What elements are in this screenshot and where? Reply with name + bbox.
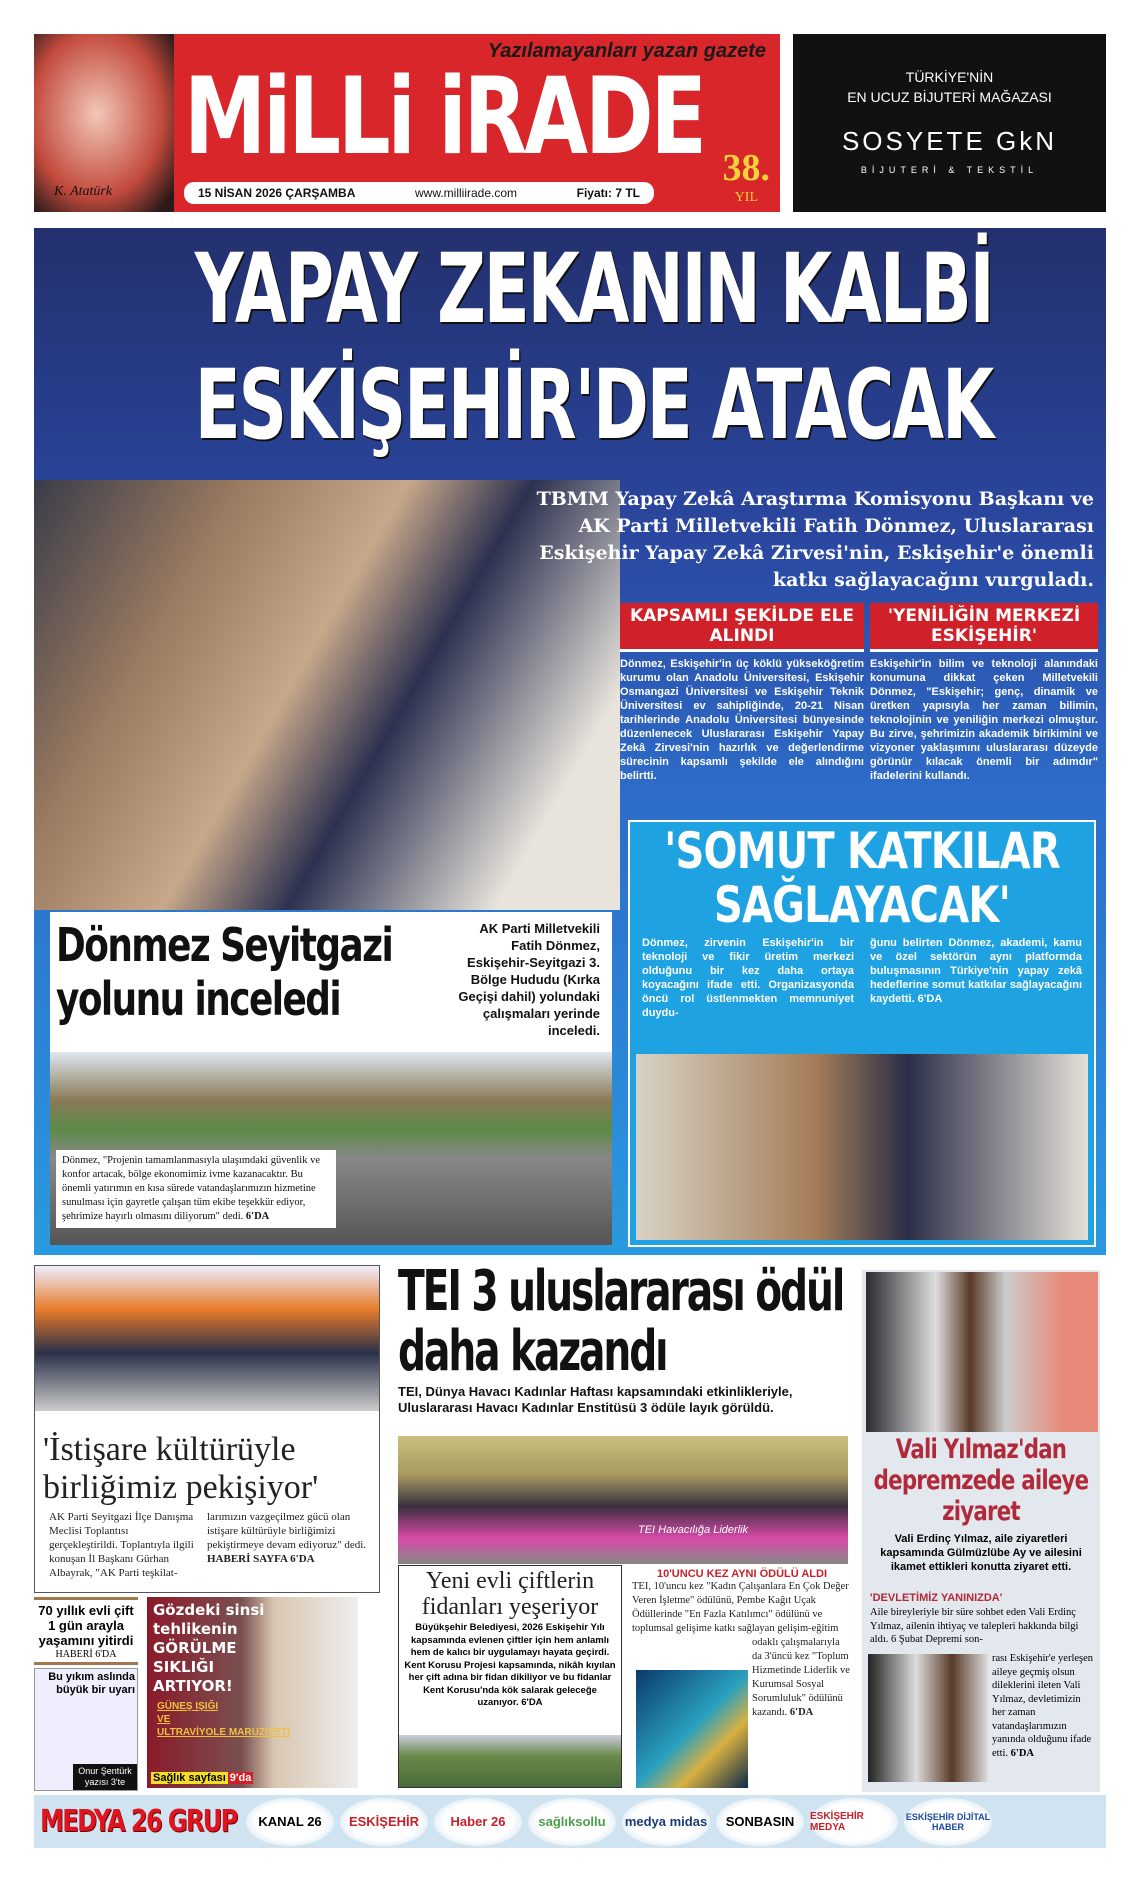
tei-side-text2 <box>752 1636 852 1720</box>
tei-subhead: TEI, Dünya Havacı Kadınlar Haftası kapsamındaki etkinlikleriyle, Uluslararası Havacı Kadınlar Enstitüsü 3 ödüle layık görüldü. <box>398 1384 793 1415</box>
somut-col2: ğunu belirten Dönmez, akademi, kamu ve özel sektörün aynı platformda buluşmasının Türkiye'nin yapay zekâ hedeflerine somut katkılar sağlayacağını kaydetti. 6'DA <box>870 937 1082 1005</box>
fidan-story <box>398 1565 622 1788</box>
box-yenilik-text: Eskişehir'in bilim ve teknoloji alanındaki konumuna dikkat çeken Milletvekili Dönmez, "Eskişehir; genç, dinamik ve üretken yapısıyla her zaman bilimin, teknolojinin ve yeniliğin merkezi olmuştur. Bu zirve, şehrimizin akademik birikimini ve vizyoner yaklaşımını uluslararası düzeyde görünür kılacak önemli bir adımdır" ifadelerini kullandı. <box>870 658 1098 782</box>
lead-photo <box>34 480 620 910</box>
health-page-ref <box>151 1772 253 1784</box>
health-label: Sağlık sayfası <box>153 1772 226 1784</box>
tei-side-title: 10'UNCU KEZ AYNI ÖDÜLÜ ALDI <box>656 1568 828 1580</box>
seyitgazi-quote <box>56 1150 336 1228</box>
ad-line1: TÜRKİYE'NİN <box>905 69 994 85</box>
anniversary: 38. <box>722 147 770 189</box>
lead-subhead: TBMM Yapay Zekâ Araştırma Komisyonu Başkanı ve AK Parti Milletvekili Fatih Dönmez, Uluslararası Eskişehir Yapay Zekâ Zirvesi'nin, Eskişehir'e önemli katkı sağlayacağını vurguladı. <box>536 488 1094 591</box>
vali-side-title: 'DEVLETİMİZ YANINIZDA' <box>870 1592 1003 1604</box>
seyitgazi-headline: Dönmez Seyitgazi yolunu inceledi <box>56 918 393 1026</box>
column-title: Bu yıkım aslında büyük bir uyarı <box>48 1671 135 1696</box>
price: Fiyatı: 7 TL <box>576 186 640 200</box>
gozdeki-sub1: GÜNEŞ IŞIĞI <box>157 1701 219 1712</box>
box-kapsamli <box>620 603 864 783</box>
seyitgazi-story <box>50 912 612 1245</box>
tei-banner: TEI Havacılığa Liderlik <box>638 1524 749 1536</box>
award-photo <box>636 1670 748 1788</box>
tei-photo <box>398 1436 848 1564</box>
health-ref: 9'da <box>229 1772 252 1784</box>
gozdeki-sub3: ULTRAVİYOLE MARUZİYETİ <box>157 1727 290 1738</box>
lead-story <box>34 228 1106 1255</box>
date-bar <box>184 182 654 204</box>
signature: K. Atatürk <box>54 184 113 199</box>
issue-date: 15 NİSAN 2026 ÇARŞAMBA <box>198 186 356 200</box>
tei-side <box>632 1568 852 1720</box>
somut-katkilar-box <box>628 820 1096 1247</box>
istisare-photo <box>35 1266 379 1411</box>
istisare-col2-text: larımızın vazgeçilmez gücü olan istişare kültürüyle birliğimizi pekiştirmeye devam ediyoruz" dedi. <box>207 1511 367 1551</box>
ad-line2: EN UCUZ BİJUTERİ MAĞAZASI <box>847 89 1052 105</box>
tei-side-text2-body: odaklı çalışmalarıyla da 3'üncü kez "Toplum Hizmetinde Liderlik ve Kurumsal Sosyal Sorumluluk" ödülünü kazandı. <box>752 1637 850 1718</box>
lead-headline-1: YAPAY ZEKANIN KALBİ <box>194 233 993 345</box>
seyitgazi-quote-text: Dönmez, "Projenin tamamlanmasıyla ulaşımdaki güvenlik ve konfor artacak, bölge ekonomimiz ivme kazanacaktır. Bu önemli yatırımın en kısa sürede vatandaşlarımızın hizmetine sunulması için gayretle çalışan tüm ekibe teşekkür ediyor, şehrimize hayırlı olmasını diliyorum" dedi. <box>62 1155 320 1222</box>
tei-ref: 6'DA <box>789 1707 814 1718</box>
yetmis-story <box>34 1597 138 1791</box>
tei-headline: TEI 3 uluslararası ödül daha kazandı <box>398 1259 844 1384</box>
gozdeki-sub <box>147 1700 358 1739</box>
ad-sosyete-gkn[interactable] <box>793 34 1106 212</box>
ad-brand: SOSYETE GkN <box>841 126 1058 156</box>
yetmis-ref: HABERİ 6'DA <box>34 1648 138 1665</box>
vali-photo <box>866 1272 1098 1432</box>
author-name: Onur Şentürk <box>78 1766 132 1776</box>
seyitgazi-ref: 6'DA <box>245 1211 270 1222</box>
vali-text1: Aile bireyleriyle bir süre sohbet eden Vali Erdinç Yılmaz, ailenin ihtiyaç ve talepleri hakkında bilgi aldı. 6 Şubat Depremi son- <box>870 1607 1079 1645</box>
logo-eskisehir[interactable]: ESKİŞEHİR <box>340 1798 428 1846</box>
seyitgazi-intro: AK Parti Milletvekili Fatih Dönmez, Eskişehir-Seyitgazi 3. Bölge Hududu (Kırka Geçişi dahil) yolundaki çalışmaları yerinde inceledi. <box>458 921 600 1038</box>
media-group-footer <box>34 1795 1106 1848</box>
gozdeki-ad[interactable] <box>147 1597 358 1788</box>
istisare-story <box>34 1265 380 1593</box>
istisare-col2 <box>207 1510 367 1566</box>
logo-eskisehir-dijital[interactable]: ESKİŞEHİR DİJİTAL HABER <box>904 1798 992 1846</box>
somut-col1: Dönmez, zirvenin Eskişehir'in bir teknoloji ve fikir üretim merkezi olduğunu bir kez daha ortaya koyacağını ifade etti. Organizasyonda öncü rol üstlenmekten memnuniyet duydu- <box>642 937 854 1019</box>
website-link[interactable]: www.milliirade.com <box>415 186 518 200</box>
fidan-text: Büyükşehir Belediyesi, 2026 Eskişehir Yılı kapsamında evlenen çiftler için hem anlamlı hem de kalıcı bir uygulamayı hayata geçirdi. Kent Korusu Projesi kapsamında, nikâh kıyılan her çift adına bir fidan dikiliyor ve bu fidanlar Kent Korusu'nda kök salarak geleceğe uzanıyor. 6'DA <box>404 1622 616 1708</box>
somut-title: 'SOMUT KATKILAR SAĞLAYACAK' <box>664 822 1060 934</box>
slogan: Yazılamayanları yazan gazete <box>487 40 766 62</box>
istisare-col1: AK Parti Seyitgazi İlçe Danışma Meclisi Toplantısı gerçekleştirildi. Toplantıyla ilgili konuşan İl Başkanı Gürhan Albayrak, "AK Parti teşkilat- <box>49 1511 194 1579</box>
newspaper-title: MiLLi iRADE <box>184 55 704 178</box>
logo-eskisehir-medya[interactable]: ESKİŞEHİR MEDYA <box>810 1798 898 1846</box>
box-kapsamli-text: Dönmez, Eskişehir'in üç köklü yükseköğretim kurumu olan Anadolu Üniversitesi, Eskişehir Osmangazi Üniversitesi ve Eskişehir Teknik Üniversitesi ev sahipliğinde, 20-21 Nisan tarihlerinde Anadolu Üniversitesi bünyesinde düzenlenecek Uluslararası Eskişehir Yapay Zekâ Zirvesi'nin hazırlık ve değerlendirme sürecinin kapsamlı şekilde ele alındığını belirtti. <box>620 658 864 782</box>
box-yenilik-title: 'YENİLİĞİN MERKEZİ ESKİŞEHİR' <box>870 603 1098 652</box>
vali-photo-2 <box>868 1654 988 1782</box>
gozdeki-sub2: VE <box>157 1714 171 1725</box>
anniversary-unit: YIL <box>734 190 758 205</box>
vali-text2-body: rası Eskişehir'e yerleşen aileye geçmiş olsun dileklerini ileten Vali Yılmaz, devletimizin her zaman vatandaşlarımızın yanında olduğunu ifade etti. <box>992 1653 1094 1759</box>
box-kapsamli-title: KAPSAMLI ŞEKİLDE ELE ALINDI <box>620 603 864 652</box>
logo-kanal26[interactable]: KANAL 26 <box>246 1798 334 1846</box>
author-ref: yazısı 3'te <box>84 1777 126 1787</box>
vali-subhead: Vali Erdinç Yılmaz, aile ziyaretleri kapsamında Gülmüzlübe Ay ve ailesini ikamet ettikleri konutta ziyaret etti. <box>880 1533 1082 1573</box>
istisare-ref: HABERİ SAYFA 6'DA <box>207 1553 315 1565</box>
fidan-headline: Yeni evli çiftlerin fidanları yeşeriyor <box>421 1568 599 1620</box>
meeting-photo <box>636 1054 1088 1240</box>
vali-headline: Vali Yılmaz'dan depremzede aileye ziyaret <box>873 1434 1089 1527</box>
column-author <box>73 1764 137 1790</box>
lead-headline-2: ESKİŞEHİR'DE ATACAK <box>194 349 993 461</box>
logo-sonbasin[interactable]: SONBASIN <box>716 1798 804 1846</box>
vali-ref: 6'DA <box>1010 1747 1035 1759</box>
gozdeki-headline: Gözdeki sinsi tehlikenin GÖRÜLME SIKLIĞI ARTIYOR! <box>153 1601 265 1695</box>
logo-saglik-sollu[interactable]: sağlıksollu <box>528 1798 616 1846</box>
tei-side-text: TEI, 10'uncu kez "Kadın Çalışanlara En Çok Değer Veren İşletme" ödülünü, Pembe Kağıt Uçak Ödüllerinde "En Fazla Katılımcı" ödülünü ve toplumsal gelişime katkı sağlayan gelişim-eğitim <box>632 1581 849 1634</box>
ad-tagline: BİJUTERİ & TEKSTİL <box>860 165 1039 175</box>
column-box <box>34 1668 138 1791</box>
logo-medya-midas[interactable]: medya midas <box>622 1798 710 1846</box>
fidan-photo <box>399 1735 621 1787</box>
istisare-headline: 'İstişare kültürüyle birliğimiz pekişiyor' <box>43 1431 319 1506</box>
group-logo: MEDYA 26 GRUP <box>40 1804 237 1839</box>
box-yenilik <box>870 603 1098 783</box>
masthead <box>34 34 780 212</box>
vali-text2 <box>992 1652 1096 1760</box>
somut-text <box>630 932 1094 1024</box>
logo-haber26[interactable]: Haber 26 <box>434 1798 522 1846</box>
vali-story <box>862 1270 1100 1792</box>
yetmis-headline: 70 yıllık evli çift 1 gün arayla yaşamını yitirdi <box>38 1603 134 1648</box>
